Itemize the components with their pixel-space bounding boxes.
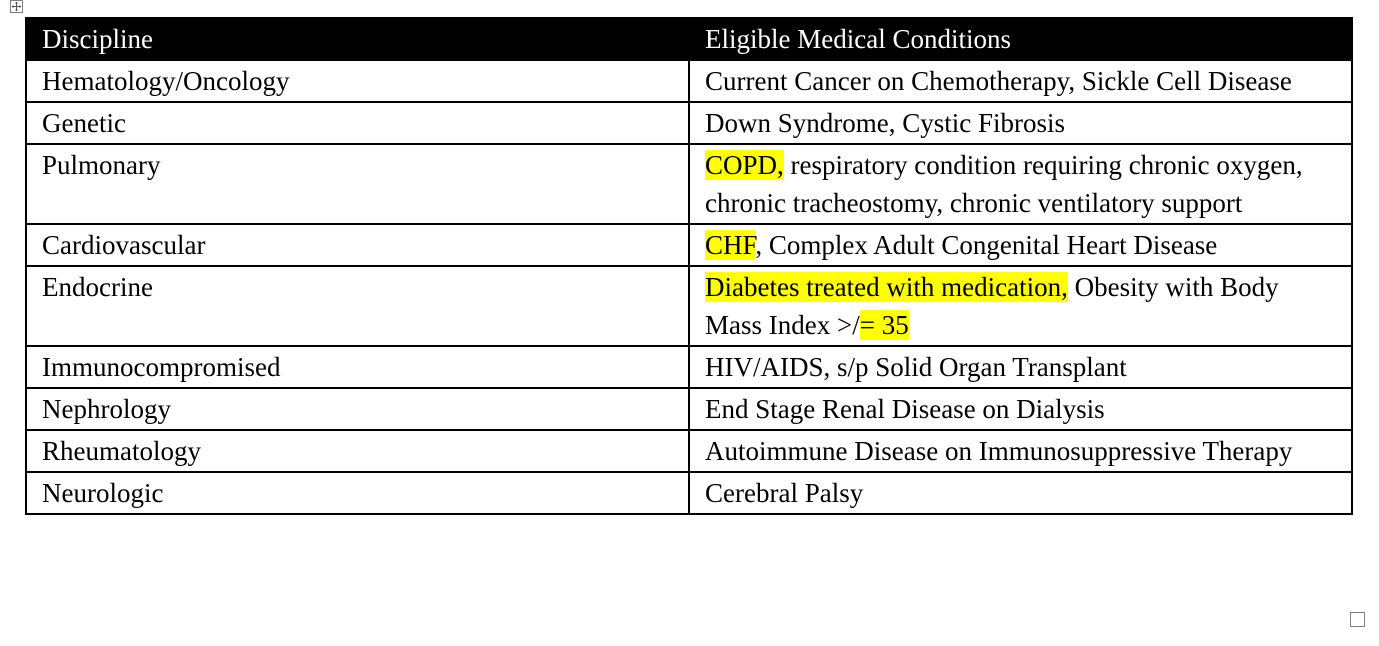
table-row <box>26 144 1352 224</box>
condition-text: , Complex Adult Congenital Heart Disease <box>755 230 1218 260</box>
table-row <box>26 430 1352 472</box>
condition-text: Current Cancer on Chemotherapy, Sickle Cell Disease <box>705 66 1292 96</box>
four-way-arrow-icon <box>11 1 22 12</box>
condition-text: respiratory condition requiring chronic oxygen, chronic tracheostomy, chronic ventilatory support <box>705 150 1303 218</box>
discipline-cell: Genetic <box>26 102 689 144</box>
conditions-cell <box>689 388 1352 430</box>
condition-text: Autoimmune Disease on Immunosuppressive Therapy <box>705 436 1293 466</box>
conditions-cell <box>689 224 1352 266</box>
conditions-table <box>25 17 1353 515</box>
highlighted-text: = 35 <box>859 310 909 340</box>
table-row <box>26 266 1352 346</box>
conditions-cell <box>689 430 1352 472</box>
condition-text: Down Syndrome, Cystic Fibrosis <box>705 108 1066 138</box>
discipline-cell: Cardiovascular <box>26 224 689 266</box>
table-header <box>26 18 1352 60</box>
discipline-cell: Pulmonary <box>26 144 689 224</box>
header-eligible-conditions: Eligible Medical Conditions <box>689 18 1352 60</box>
conditions-cell <box>689 472 1352 514</box>
conditions-cell <box>689 266 1352 346</box>
highlighted-text: Diabetes treated with medication, <box>705 272 1068 302</box>
table-row <box>26 60 1352 102</box>
conditions-cell <box>689 60 1352 102</box>
condition-text: Cerebral Palsy <box>705 478 864 508</box>
discipline-cell: Hematology/Oncology <box>26 60 689 102</box>
table-body <box>26 60 1352 514</box>
discipline-cell: Neurologic <box>26 472 689 514</box>
condition-text: End Stage Renal Disease on Dialysis <box>705 394 1105 424</box>
table-resize-handle-icon[interactable] <box>1350 612 1365 627</box>
condition-text: HIV/AIDS, s/p Solid Organ Transplant <box>705 352 1127 382</box>
table-move-handle-icon[interactable] <box>10 0 23 13</box>
header-discipline: Discipline <box>26 18 689 60</box>
conditions-cell <box>689 102 1352 144</box>
discipline-cell: Nephrology <box>26 388 689 430</box>
discipline-cell: Rheumatology <box>26 430 689 472</box>
table-row <box>26 472 1352 514</box>
highlighted-text: CHF <box>705 230 756 260</box>
discipline-cell: Immunocompromised <box>26 346 689 388</box>
table-row <box>26 224 1352 266</box>
table-row <box>26 346 1352 388</box>
table-row <box>26 388 1352 430</box>
highlighted-text: COPD, <box>705 150 784 180</box>
table-row <box>26 102 1352 144</box>
condition-text: Obesity with Body Mass Index >/ <box>705 272 1279 340</box>
discipline-cell: Endocrine <box>26 266 689 346</box>
conditions-cell <box>689 144 1352 224</box>
conditions-cell <box>689 346 1352 388</box>
header-row <box>26 18 1352 60</box>
